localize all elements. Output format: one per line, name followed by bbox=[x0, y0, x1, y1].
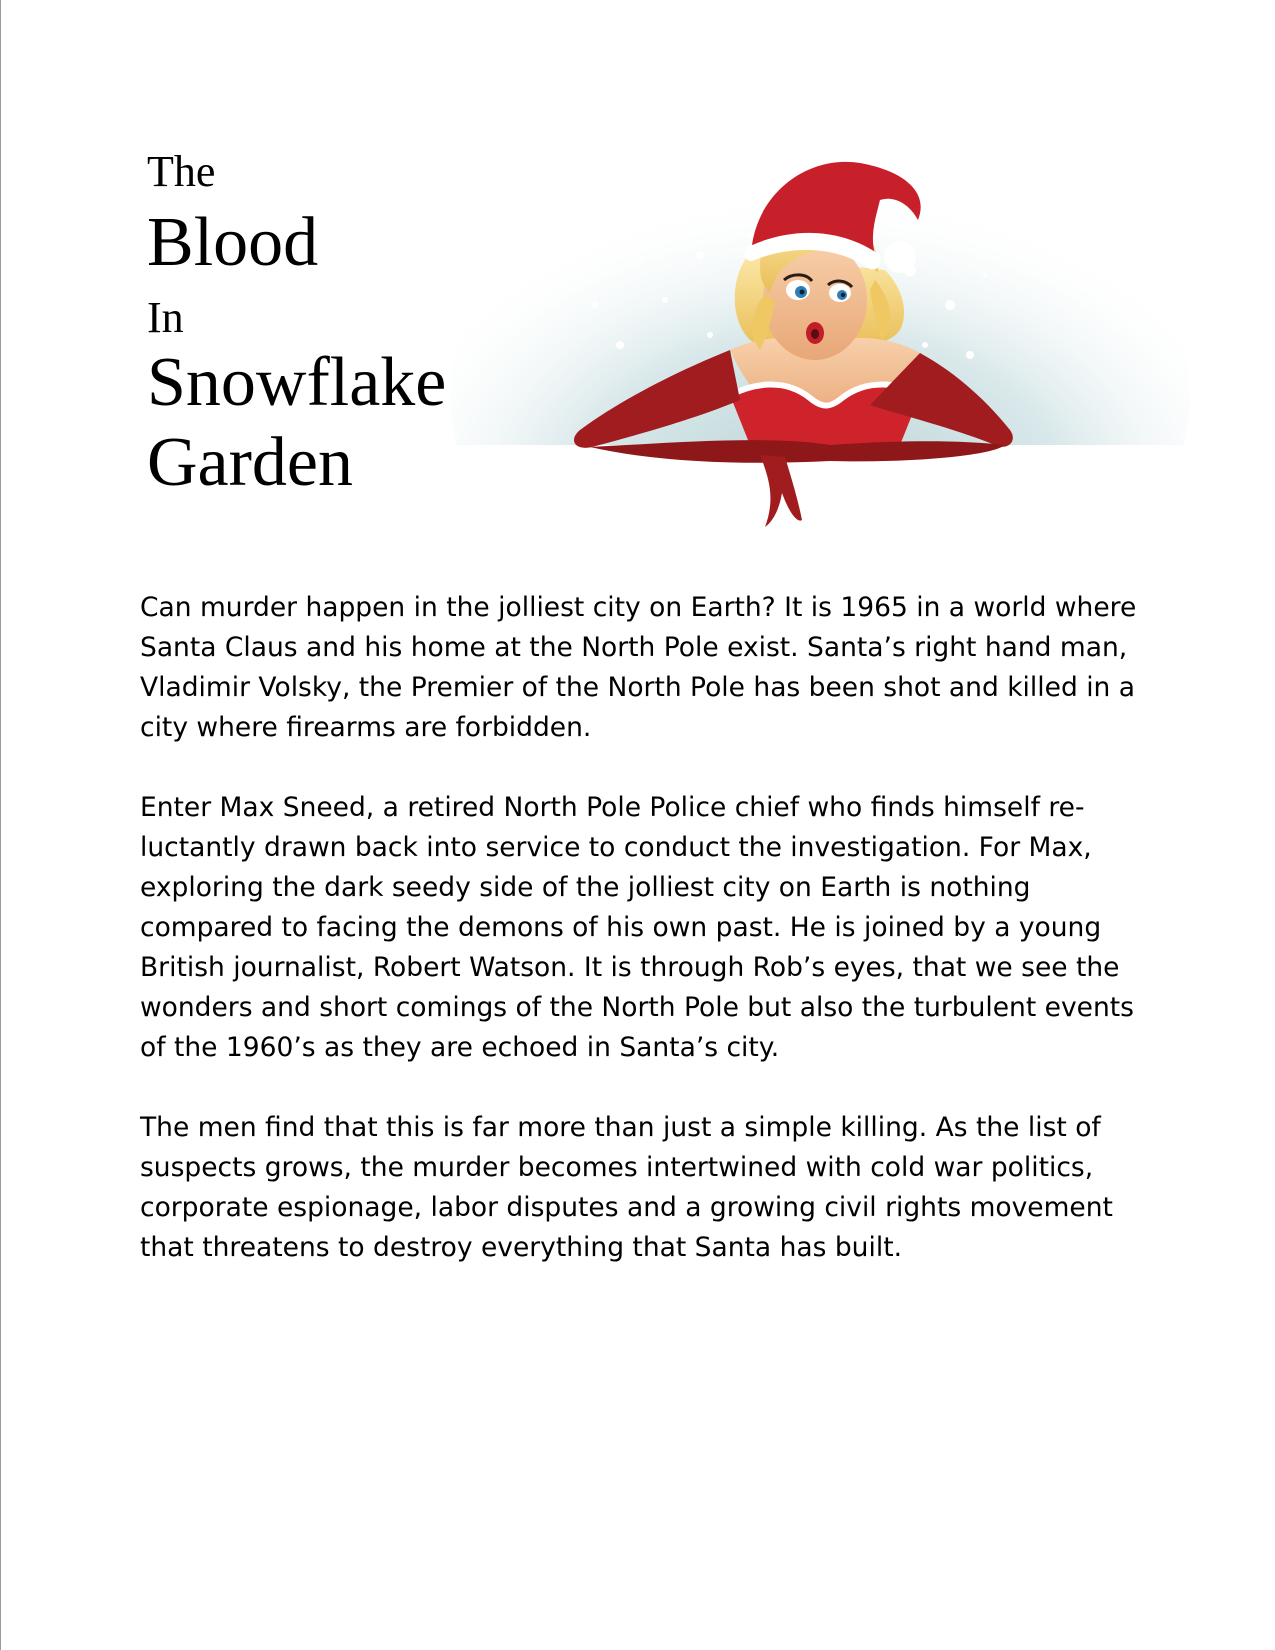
title-line-garden: Garden bbox=[147, 424, 354, 501]
hat-pompom bbox=[884, 241, 916, 273]
book-title bbox=[147, 147, 447, 501]
page-edge bbox=[0, 0, 1, 1650]
title-line-in: In bbox=[147, 293, 184, 342]
blurb-paragraph-2: Enter Max Sneed, a retired North Pole Police chief who finds himself re-luctantly drawn back into service to conduct the investigation. For Max, exploring the dark seedy side of the jolliest city on Earth is nothing compared to facing the demons of his own past. He is joined by a young British journalist, Robert Watson. It is through Rob’s eyes, that we see the wonders and short comings of the North Pole but also the turbulent events of the 1960’s as they are echoed in Santa’s city. bbox=[140, 792, 1134, 1063]
title-line-the: The bbox=[147, 147, 216, 196]
book-blurb bbox=[140, 588, 1150, 1308]
blurb-paragraph-1: Can murder happen in the jolliest city on Earth? It is 1965 in a world where Santa Claus and his home at the North Pole exist. Santa’s right hand man, Vladimir Volsky, the Premier of the North Pole has been shot and killed in a city where firearms are forbidden. bbox=[140, 592, 1137, 743]
title-line-blood: Blood bbox=[147, 204, 319, 281]
santa-girl-illustration bbox=[430, 95, 1190, 565]
blurb-paragraph-3: The men find that this is far more than just a simple killing. As the list of suspects grows, the murder becomes intertwined with cold war politics, corporate espionage, labor disputes and a growing civil rights movement that threatens to destroy everything that Santa has built. bbox=[140, 1112, 1113, 1263]
title-line-snowflake: Snowflake bbox=[147, 344, 447, 421]
